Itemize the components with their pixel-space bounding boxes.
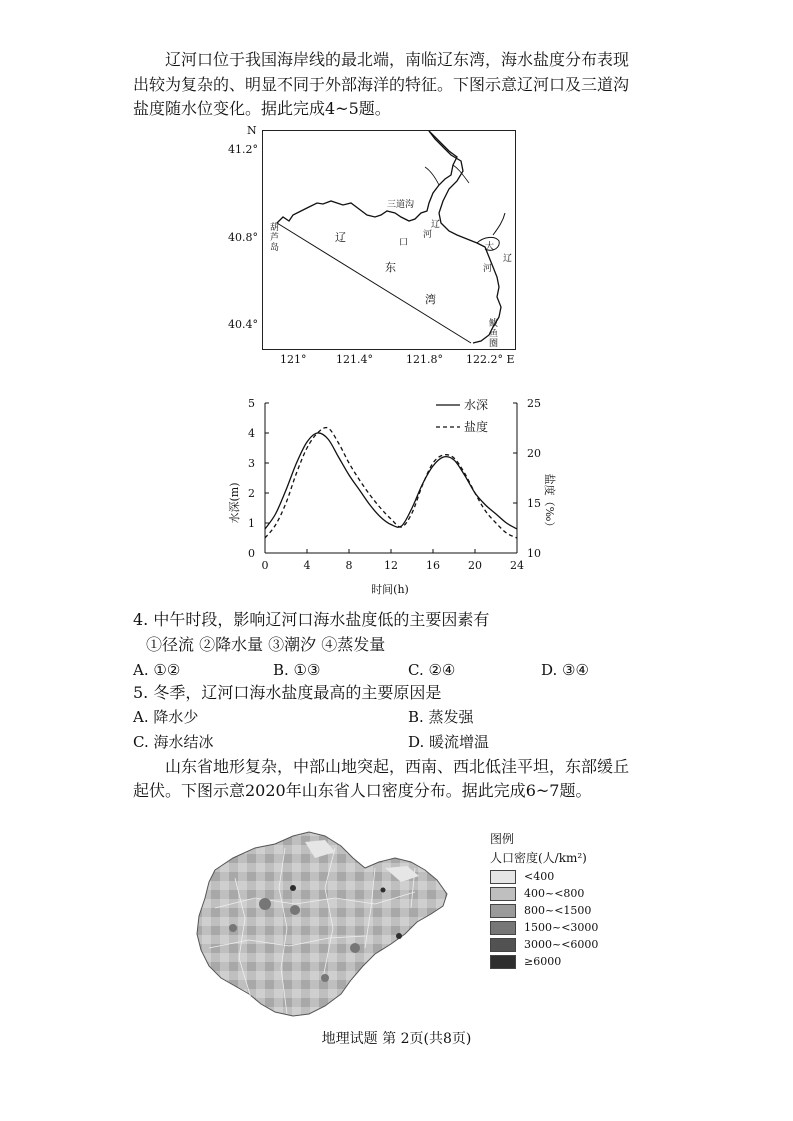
lat-label-2: 40.8° [228, 231, 258, 244]
legend-swatch [490, 887, 516, 901]
legend-swatch [490, 938, 516, 952]
y-tick-label: 5 [248, 397, 255, 410]
population-legend [490, 830, 598, 970]
q5-option-c[interactable]: C. 海水结冰 [133, 733, 214, 751]
y2-axis-label: 盐度（‰） [543, 473, 556, 533]
legend-depth: 水深 [464, 398, 489, 412]
x-tick-label: 24 [510, 559, 524, 572]
intro2-line-2: 起伏。下图示意2020年山东省人口密度分布。据此完成6~7题。 [133, 781, 592, 800]
x-tick-label: 4 [303, 559, 311, 572]
legend-swatch [490, 921, 516, 935]
y-axis-label: 水深(m) [228, 482, 241, 524]
legend-subtitle: 人口密度(人/km²) [490, 851, 587, 865]
q5-option-a[interactable]: A. 降水少 [133, 708, 199, 726]
depth-series-line [265, 433, 517, 529]
page-footer: 地理试题 第 2页(共8页) [321, 1031, 472, 1047]
legend-item [490, 919, 598, 936]
lon-label-3: 121.8° [406, 353, 443, 366]
chart-legend [436, 397, 488, 434]
lat-label-1: 41.2° [228, 143, 258, 156]
lat-label-3: 40.4° [228, 318, 258, 331]
q4-option-d[interactable]: D. ③④ [541, 661, 589, 679]
legend-item [490, 868, 598, 885]
shandong-population-map [175, 818, 475, 1028]
lon-label-4: 122.2° E [466, 353, 515, 366]
q5-option-d[interactable]: D. 暖流增温 [408, 733, 490, 751]
legend-item [490, 953, 598, 970]
north-label: N [247, 124, 257, 137]
x-tick-label: 8 [345, 559, 353, 572]
intro-line-3: 盐度随水位变化。据此完成4~5题。 [133, 99, 391, 118]
place-huludao: 葫 芦 岛 [270, 223, 280, 253]
place-liaohekou-3: 口 [399, 238, 409, 248]
q4-stem: 4. 中午时段，影响辽河口海水盐度低的主要因素有 [133, 610, 490, 629]
place-daliaohe-2: 辽 [503, 254, 513, 264]
intro-line-2: 出较为复杂的、明显不同于外部海洋的特征。下图示意辽河口及三道沟 [133, 75, 630, 94]
place-sandaogou: 三道沟 [387, 200, 415, 210]
y-tick-label: 2 [248, 487, 255, 500]
y2-tick-label: 25 [527, 397, 541, 410]
legend-swatch [490, 870, 516, 884]
legend-item [490, 936, 598, 953]
q5-stem: 5. 冬季，辽河口海水盐度最高的主要原因是 [133, 683, 442, 702]
intro2-line-1: 山东省地形复杂，中部山地突起，西南、西北低洼平坦，东部缓丘 [165, 757, 630, 776]
legend-label: <400 [524, 870, 555, 883]
place-liaohekou-1: 辽 [431, 220, 441, 230]
legend-salinity: 盐度 [464, 420, 489, 434]
y2-tick-label: 10 [527, 547, 541, 560]
tide-salinity-chart [0, 385, 793, 615]
place-liaodongwan-1: 辽 [335, 231, 346, 244]
shandong-outline [197, 832, 447, 1016]
q4-option-c[interactable]: C. ②④ [408, 661, 456, 679]
map-frame [262, 130, 516, 350]
y-tick-label: 1 [248, 517, 255, 530]
y2-tick-label: 15 [527, 497, 541, 510]
y2-tick-label: 20 [527, 447, 541, 460]
legend-swatch [490, 955, 516, 969]
y-tick-label: 3 [248, 457, 255, 470]
map-coastline [263, 131, 515, 349]
place-liaodongwan-2: 东 [385, 261, 396, 274]
x-tick-label: 12 [384, 559, 398, 572]
intro-line-1: 辽河口位于我国海岸线的最北端，南临辽东湾，海水盐度分布表现 [165, 50, 630, 69]
legend-label: 800~<1500 [524, 904, 592, 917]
place-bayuquan: 鲅 鱼 圈 [489, 319, 499, 349]
legend-item [490, 902, 598, 919]
legend-title: 图例 [490, 832, 515, 846]
legend-item [490, 885, 598, 902]
place-liaodongwan-3: 湾 [425, 293, 436, 306]
lon-label-2: 121.4° [336, 353, 373, 366]
q4-items: ①径流 ②降水量 ③潮汐 ④蒸发量 [146, 635, 386, 654]
place-daliaohe-1: 大 [485, 242, 495, 252]
x-tick-label: 20 [468, 559, 482, 572]
q4-option-b[interactable]: B. ①③ [273, 661, 321, 679]
q4-option-a[interactable]: A. ①② [133, 661, 181, 679]
place-daliaohe-3: 河 [483, 264, 493, 274]
salinity-series-line [265, 428, 517, 538]
y-tick-label: 0 [248, 547, 255, 560]
y-tick-label: 4 [248, 427, 255, 440]
legend-label: 1500~<3000 [524, 921, 599, 934]
legend-label: 400~<800 [524, 887, 585, 900]
x-tick-label: 16 [426, 559, 440, 572]
lon-label-1: 121° [280, 353, 307, 366]
place-liaohekou-2: 河 [423, 230, 433, 240]
legend-label: 3000~<6000 [524, 938, 599, 951]
x-tick-label: 0 [261, 559, 269, 572]
legend-label: ≥6000 [524, 955, 562, 968]
q5-option-b[interactable]: B. 蒸发强 [408, 708, 474, 726]
x-axis-label: 时间(h) [371, 583, 409, 596]
legend-swatch [490, 904, 516, 918]
